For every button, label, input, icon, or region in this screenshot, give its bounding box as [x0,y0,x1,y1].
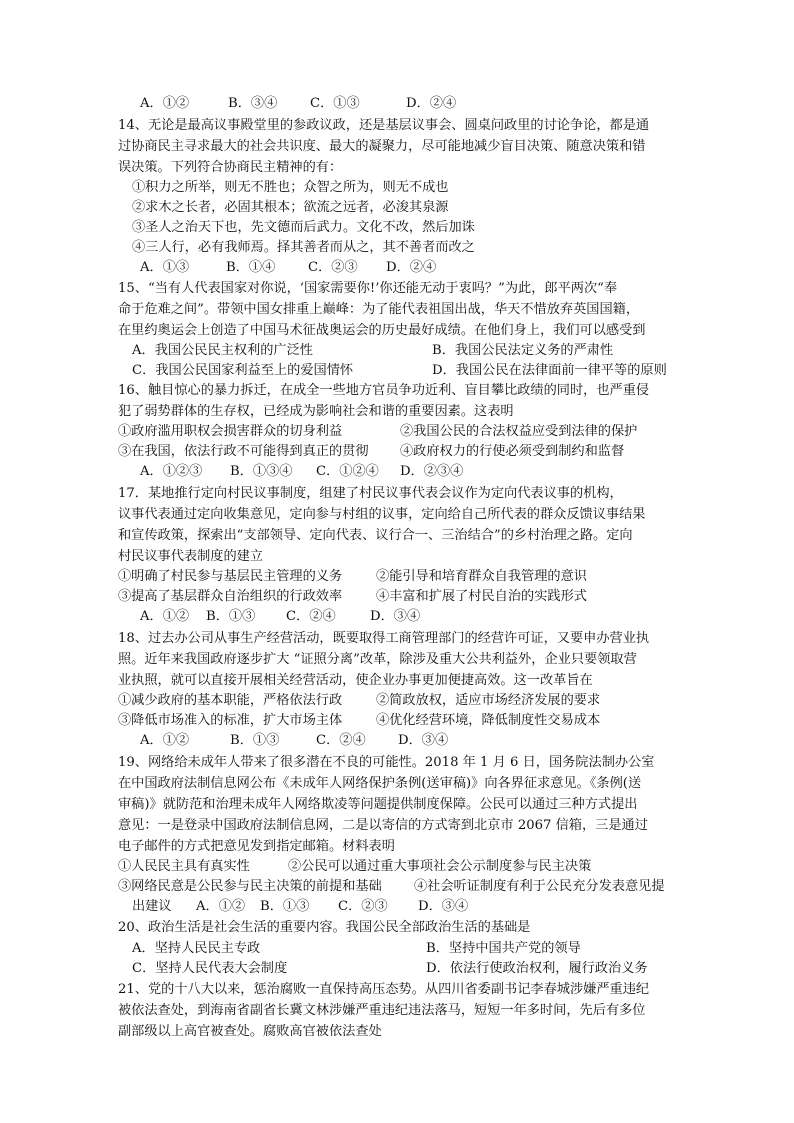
q15-option-b: B．我国公民法定义务的严肃性 [432,343,614,358]
q14-item-4: ④三人行，必有我师焉。择其善者而从之，其不善者而改之 [132,240,475,255]
q18-stem-line-3: 业执照，就可以直接开展相关经营活动，使企业办事更加便捷高效。这一改革旨在 [118,673,593,688]
q19-stem-line-3: 审稿)》就防范和治理未成年人网络欺凌等问题提供制度保障。公民可以通过三种方式提出 [118,797,638,812]
q21-stem-line-2: 被依法查处，到海南省副省长冀文林涉嫌严重违纪违法落马，短短一年多时间，先后有多位 [118,1003,646,1018]
q13-option-b: B．③④ [228,96,278,111]
q19-option-d: D．③④ [418,899,469,914]
q19-option-a: A．①② [196,899,246,914]
q17-item-3: ③提高了基层群众自治组织的行政效率 [118,589,343,604]
q14-stem-line-2: 过协商民主寻求最大的社会共识度、最大的凝聚力，尽可能地减少盲目决策、随意决策和错 [118,139,646,154]
q21-stem-line-3: 副部级以上高官被查处。腐败高官被依法查处 [118,1024,382,1039]
q17-stem-line-2: 议事代表通过定向收集意见，定向参与村组的议事，定向给自己所代表的群众反馈议事结果 [118,507,646,522]
q14-stem-line-1: 14、无论是最高议事殿堂里的参政议政，还是基层议事会、圆桌问政里的讨论争论，都是通 [118,118,650,133]
q13-option-d: D．②④ [406,96,457,111]
q18-option-a: A．①② [140,733,190,748]
q19-option-c: C．②③ [338,899,388,914]
q17-item-4: ④丰富和扩展了村民自治的实践形式 [376,589,587,604]
q19-option-b: B．①③ [260,899,310,914]
q18-item-3: ③降低市场准入的标准，扩大市场主体 [118,713,343,728]
q17-item-2: ②能引导和培育群众自我管理的意识 [376,569,587,584]
q16-option-c: C．①②④ [316,464,379,479]
q14-option-b: B．①④ [226,260,276,275]
q15-option-c: C．我国公民国家利益至上的爱国情怀 [132,363,354,378]
q16-option-b: B．①③④ [230,464,293,479]
q15-option-d: D．我国公民在法律面前一律平等的原则 [432,363,667,378]
q13-option-c: C．①③ [310,96,360,111]
q20-stem-line-1: 20、政治生活是社会生活的重要内容。我国公民全部政治生活的基础是 [118,920,531,935]
q17-option-b: B．①③ [206,609,256,624]
q15-option-a: A．我国公民民主权利的广泛性 [132,343,313,358]
q18-item-2: ②简政放权，适应市场经济发展的要求 [376,693,601,708]
q14-option-d: D．②④ [386,260,437,275]
q14-item-3: ③圣人之治天下也，先文德而后武力。文化不改，然后加诛 [132,220,475,235]
q18-option-b: B．①③ [230,733,280,748]
q17-stem-line-4: 村民议事代表制度的建立 [118,549,264,564]
q19-item-4: ④社会听证制度有利于公民充分发表意见提 [414,879,665,894]
q18-option-d: D．③④ [398,733,449,748]
q16-option-d: D．②③④ [400,464,464,479]
q16-item-1: ①政府滥用职权会损害群众的切身利益 [118,424,343,439]
q16-item-3: ③在我国，依法行政不可能得到真正的贯彻 [118,444,369,459]
q20-option-d: D．依法行使政治权利，履行政治义务 [426,961,648,976]
q17-option-d: D．③④ [370,609,421,624]
q17-option-a: A．①② [140,609,190,624]
q15-stem-line-1: 15、“当有人代表国家对你说，‘国家需要你!’你还能无动于衷吗？”为此，郎平两次“奉 [118,281,618,296]
q17-stem-line-3: 和宣传政策，探索出“支部领导、定向代表、议行合一、三治结合”的乡村治理之路。定向 [118,528,633,543]
q18-stem-line-1: 18、过去办公司从事生产经营活动，既要取得工商管理部门的经营许可证，又要申办营业执 [118,631,650,646]
q16-stem-line-2: 犯了弱势群体的生存权，已经成为影响社会和谐的重要因素。这表明 [118,404,514,419]
q20-option-c: C．坚持人民代表大会制度 [132,961,288,976]
q19-tail: 出建议 [132,899,172,914]
q14-item-1: ①积力之所举，则无不胜也；众智之所为，则无不成也 [132,180,449,195]
q16-option-a: A．①②③ [140,464,203,479]
q18-option-c: C．②④ [316,733,366,748]
q15-stem-line-2: 命于危难之间”。带领中国女排重上巅峰：为了能代表祖国出战，华天不惜放弃英国国籍， [118,302,640,317]
q19-stem-line-2: 在中国政府法制信息网公布《未成年人网络保护条例(送审稿)》向各界征求意见。《条例(送 [118,776,642,791]
q13-option-a: A．①② [140,96,190,111]
q17-stem-line-1: 17．某地推行定向村民议事制度，组建了村民议事代表会议作为定向代表议事的机构， [118,486,623,501]
q14-option-c: C．②③ [308,260,358,275]
q14-option-a: A．①③ [140,260,190,275]
q20-option-a: A．坚持人民民主专政 [132,941,261,956]
q17-item-1: ①明确了村民参与基层民主管理的义务 [118,569,343,584]
q18-item-4: ④优化经营环境，降低制度性交易成本 [376,713,601,728]
q19-stem-line-1: 19、网络给未成年人带来了很多潜在不良的可能性。2018 年 1 月 6 日，国务院法制办公室 [118,755,655,770]
q17-option-c: C．②④ [286,609,336,624]
q19-stem-line-5: 电子邮件的方式把意见发到指定邮箱。材料表明 [118,839,395,854]
q16-item-2: ②我国公民的合法权益应受到法律的保护 [400,424,638,439]
q19-stem-line-4: 意见：一是登录中国政府法制信息网，二是以寄信的方式寄到北京市 2067 信箱，三是通过 [118,818,648,833]
q19-item-3: ③网络民意是公民参与民主决策的前提和基础 [118,879,382,894]
q18-stem-line-2: 照。近年来我国政府逐步扩大 “证照分离”改革，除涉及重大公共利益外，企业只要领取营 [118,652,637,667]
q14-stem-line-3: 误决策。下列符合协商民主精神的有： [118,160,343,175]
q16-stem-line-1: 16、触目惊心的暴力拆迁，在成全一些地方官员争功近利、盲目攀比政绩的同时，也严重侵 [118,383,650,398]
q18-item-1: ①减少政府的基本职能，严格依法行政 [118,693,343,708]
q20-option-b: B．坚持中国共产党的领导 [426,941,581,956]
q14-item-2: ②求木之长者，必固其根本；欲流之远者，必浚其泉源 [132,200,449,215]
q15-stem-line-3: 在里约奥运会上创造了中国马术征战奥运会的历史最好成绩。在他们身上，我们可以感受到 [118,323,646,338]
q16-item-4: ④政府权力的行使必须受到制约和监督 [400,444,625,459]
q21-stem-line-1: 21、党的十八大以来，惩治腐败一直保持高压态势。从四川省委副书记李春城涉嫌严重违纪 [118,982,650,997]
q19-item-2: ②公民可以通过重大事项社会公示制度参与民主决策 [288,859,592,874]
q19-item-1: ①人民民主具有真实性 [118,859,250,874]
